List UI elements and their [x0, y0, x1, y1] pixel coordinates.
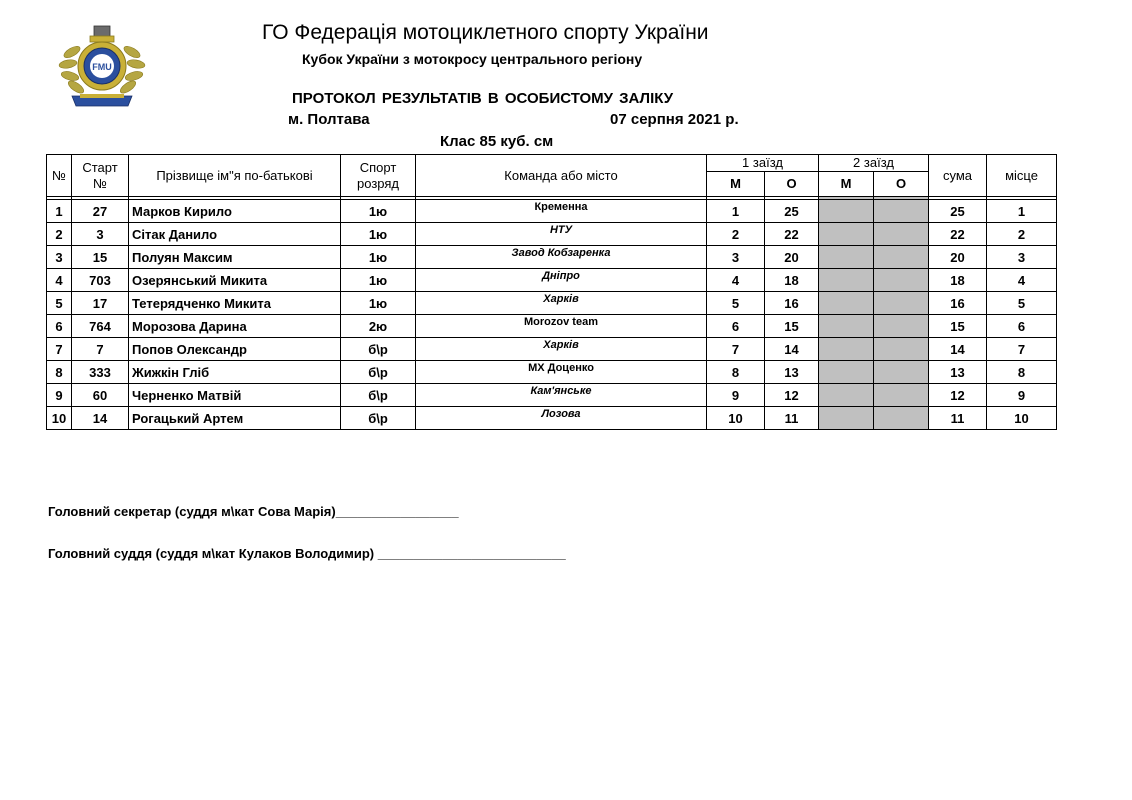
cell-place: 4: [987, 269, 1057, 292]
cell-place: 5: [987, 292, 1057, 315]
cell-place: 9: [987, 384, 1057, 407]
cell-heat1-m: 8: [707, 361, 765, 384]
cell-team: Кременна: [416, 200, 707, 223]
cell-heat1-m: 7: [707, 338, 765, 361]
cell-no: 1: [47, 200, 72, 223]
cell-heat1-o: 14: [765, 338, 819, 361]
cell-start-number: 333: [72, 361, 129, 384]
cell-heat2-m: [819, 384, 874, 407]
cell-no: 7: [47, 338, 72, 361]
cell-heat1-m: 1: [707, 200, 765, 223]
cell-place: 7: [987, 338, 1057, 361]
cell-sum: 11: [929, 407, 987, 430]
cell-team: НТУ: [416, 223, 707, 246]
cell-heat2-o: [874, 407, 929, 430]
cell-heat2-o: [874, 223, 929, 246]
cell-heat2-m: [819, 407, 874, 430]
cell-heat1-m: 3: [707, 246, 765, 269]
cell-heat1-m: 5: [707, 292, 765, 315]
table-row: [47, 269, 1057, 292]
results-table: [46, 154, 1057, 430]
col-header-sport-rank: Спорт розряд: [341, 155, 416, 197]
cell-name: Попов Олександр: [129, 338, 341, 361]
cell-heat1-o: 11: [765, 407, 819, 430]
cell-heat1-o: 22: [765, 223, 819, 246]
cell-name: Марков Кирило: [129, 200, 341, 223]
cell-heat2-o: [874, 200, 929, 223]
table-row: [47, 292, 1057, 315]
cell-team: Morozov team: [416, 315, 707, 338]
col-header-start: Старт №: [72, 155, 129, 197]
protocol-title: ПРОТОКОЛ РЕЗУЛЬТАТІВ В ОСОБИСТОМУ ЗАЛІКУ: [292, 90, 674, 107]
cell-sum: 22: [929, 223, 987, 246]
cell-heat1-m: 2: [707, 223, 765, 246]
cell-sport-rank: 1ю: [341, 200, 416, 223]
cell-sport-rank: 1ю: [341, 223, 416, 246]
cell-heat1-o: 20: [765, 246, 819, 269]
cell-name: Озерянський Микита: [129, 269, 341, 292]
chief-secretary-signature-line: Головний секретар (суддя м\кат Сова Марія)_________________: [48, 504, 459, 519]
cell-heat2-o: [874, 246, 929, 269]
cell-place: 1: [987, 200, 1057, 223]
cell-sum: 20: [929, 246, 987, 269]
cell-sum: 15: [929, 315, 987, 338]
cell-place: 6: [987, 315, 1057, 338]
table-row: [47, 338, 1057, 361]
cell-start-number: 17: [72, 292, 129, 315]
cell-sport-rank: б\р: [341, 338, 416, 361]
cell-team: Завод Кобзаренка: [416, 246, 707, 269]
cell-heat1-o: 12: [765, 384, 819, 407]
cell-place: 2: [987, 223, 1057, 246]
cell-sport-rank: б\р: [341, 384, 416, 407]
cell-heat2-m: [819, 338, 874, 361]
cell-start-number: 15: [72, 246, 129, 269]
cell-heat1-o: 18: [765, 269, 819, 292]
cell-heat1-o: 25: [765, 200, 819, 223]
cell-heat1-m: 4: [707, 269, 765, 292]
col-header-name: Прізвище ім"я по-батькові: [129, 155, 341, 197]
cell-team: Кам'янське: [416, 384, 707, 407]
cell-heat2-m: [819, 269, 874, 292]
cell-heat2-o: [874, 384, 929, 407]
event-city: м. Полтава: [288, 111, 370, 128]
cell-place: 10: [987, 407, 1057, 430]
cell-start-number: 14: [72, 407, 129, 430]
cell-team: Лозова: [416, 407, 707, 430]
cell-sport-rank: 1ю: [341, 269, 416, 292]
cell-sum: 12: [929, 384, 987, 407]
cell-start-number: 703: [72, 269, 129, 292]
cell-team: Харків: [416, 292, 707, 315]
cell-no: 2: [47, 223, 72, 246]
cell-name: Полуян Максим: [129, 246, 341, 269]
table-row: [47, 384, 1057, 407]
cell-sport-rank: 1ю: [341, 292, 416, 315]
col-header-team: Команда або місто: [416, 155, 707, 197]
cell-start-number: 60: [72, 384, 129, 407]
cell-heat2-o: [874, 292, 929, 315]
cell-heat2-m: [819, 361, 874, 384]
cell-heat1-m: 9: [707, 384, 765, 407]
cell-sport-rank: 1ю: [341, 246, 416, 269]
cell-team: МХ Доценко: [416, 361, 707, 384]
cell-heat1-m: 6: [707, 315, 765, 338]
cell-place: 8: [987, 361, 1057, 384]
cell-name: Тетерядченко Микита: [129, 292, 341, 315]
cell-name: Жижкін Гліб: [129, 361, 341, 384]
cell-sum: 18: [929, 269, 987, 292]
cell-no: 9: [47, 384, 72, 407]
col-header-heat1-m: М: [707, 172, 765, 197]
cell-name: Морозова Дарина: [129, 315, 341, 338]
cell-no: 10: [47, 407, 72, 430]
cell-heat2-o: [874, 315, 929, 338]
cell-no: 3: [47, 246, 72, 269]
cell-sum: 16: [929, 292, 987, 315]
cell-heat2-m: [819, 315, 874, 338]
cell-no: 5: [47, 292, 72, 315]
cell-sum: 25: [929, 200, 987, 223]
col-header-heat1: 1 заїзд: [707, 155, 819, 172]
cell-no: 4: [47, 269, 72, 292]
cell-heat2-m: [819, 200, 874, 223]
chief-judge-signature-line: Головний суддя (суддя м\кат Кулаков Володимир) __________________________: [48, 546, 566, 561]
event-date: 07 серпня 2021 р.: [610, 111, 739, 128]
cell-heat1-m: 10: [707, 407, 765, 430]
cell-name: Черненко Матвій: [129, 384, 341, 407]
cell-heat1-o: 15: [765, 315, 819, 338]
cell-heat2-o: [874, 361, 929, 384]
cell-sport-rank: б\р: [341, 361, 416, 384]
cell-heat1-o: 13: [765, 361, 819, 384]
col-header-heat2-o: О: [874, 172, 929, 197]
col-header-heat2-m: М: [819, 172, 874, 197]
cell-team: Дніпро: [416, 269, 707, 292]
class-title: Клас 85 куб. см: [440, 133, 554, 150]
cell-sum: 14: [929, 338, 987, 361]
table-row: [47, 200, 1057, 223]
svg-text:FMU: FMU: [92, 62, 112, 72]
cell-start-number: 764: [72, 315, 129, 338]
table-row: [47, 407, 1057, 430]
table-row: [47, 361, 1057, 384]
cell-name: Сітак Данило: [129, 223, 341, 246]
cell-no: 8: [47, 361, 72, 384]
col-header-place: місце: [987, 155, 1057, 197]
col-header-heat1-o: О: [765, 172, 819, 197]
cell-heat1-o: 16: [765, 292, 819, 315]
cell-heat2-o: [874, 338, 929, 361]
fmu-emblem-icon: [58, 22, 146, 110]
federation-title: ГО Федерація мотоциклетного спорту України: [262, 21, 709, 44]
cell-heat2-o: [874, 269, 929, 292]
cell-place: 3: [987, 246, 1057, 269]
col-header-heat2: 2 заїзд: [819, 155, 929, 172]
col-header-no: №: [47, 155, 72, 197]
cell-start-number: 3: [72, 223, 129, 246]
cell-sport-rank: б\р: [341, 407, 416, 430]
cell-team: Харків: [416, 338, 707, 361]
table-row: [47, 223, 1057, 246]
table-row: [47, 246, 1057, 269]
cell-sum: 13: [929, 361, 987, 384]
table-row: [47, 315, 1057, 338]
cell-no: 6: [47, 315, 72, 338]
cell-start-number: 27: [72, 200, 129, 223]
cell-heat2-m: [819, 246, 874, 269]
col-header-sum: сума: [929, 155, 987, 197]
cup-title: Кубок України з мотокросу центрального регіону: [302, 51, 643, 67]
cell-name: Рогацький Артем: [129, 407, 341, 430]
cell-start-number: 7: [72, 338, 129, 361]
cell-heat2-m: [819, 292, 874, 315]
cell-heat2-m: [819, 223, 874, 246]
cell-sport-rank: 2ю: [341, 315, 416, 338]
